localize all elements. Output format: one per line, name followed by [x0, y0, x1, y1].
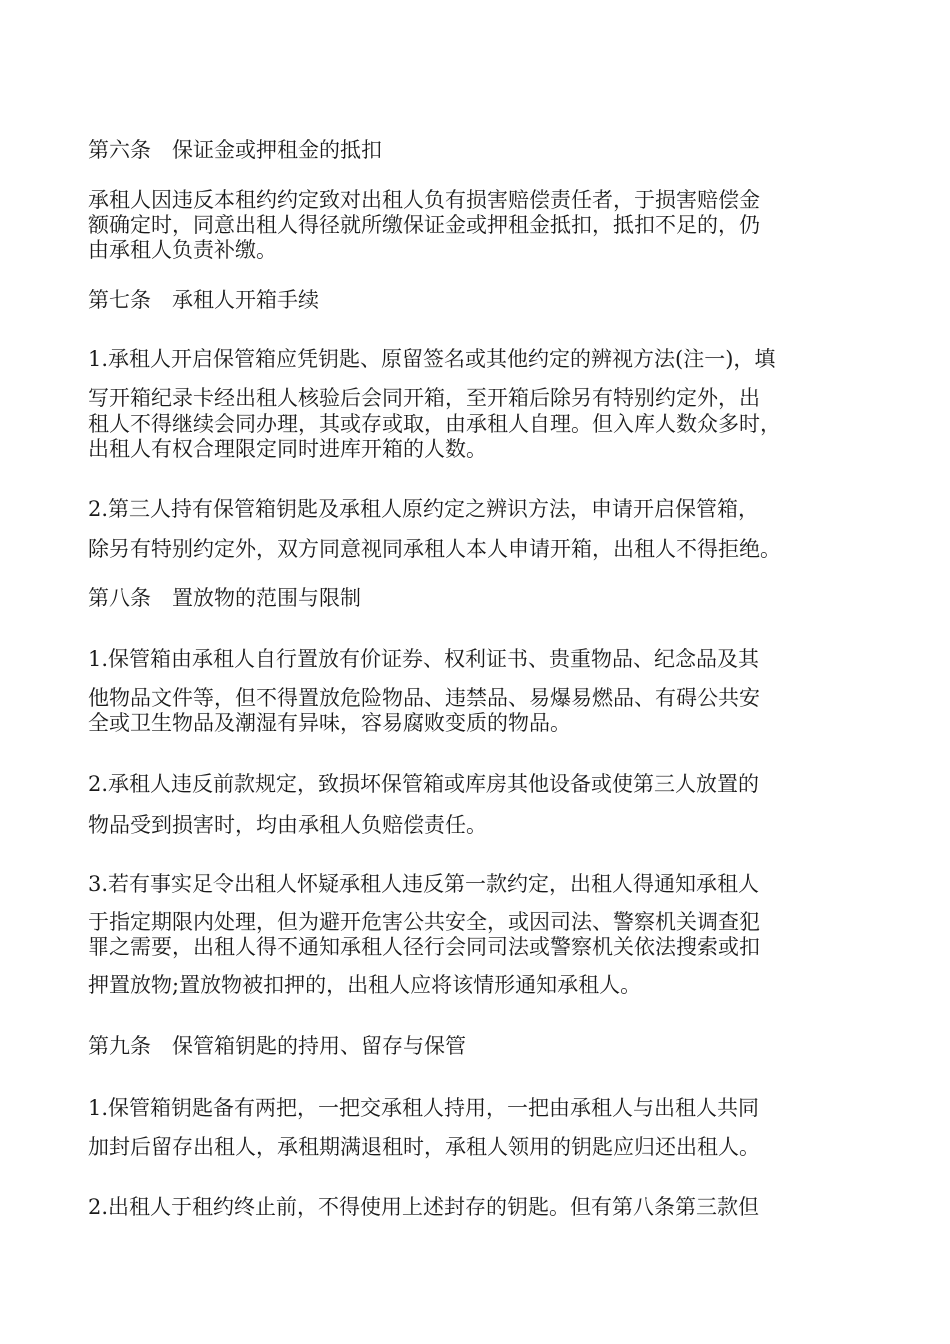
article-8-clause-1-line: 1.保管箱由承租人自行置放有价证券、权利证书、贵重物品、纪念品及其	[88, 647, 760, 671]
article-6-body-line: 由承租人负责补缴。	[88, 238, 277, 262]
article-7-clause-1-line: 写开箱纪录卡经出租人核验后会同开箱，至开箱后除另有特别约定外，出	[88, 386, 760, 410]
article-8-clause-3-line: 罪之需要，出租人得不通知承租人径行会同司法或警察机关依法搜索或扣	[88, 935, 760, 959]
article-8-clause-3-line: 3.若有事实足令出租人怀疑承租人违反第一款约定，出租人得通知承租人	[88, 872, 760, 896]
article-9-heading: 第九条 保管箱钥匙的持用、留存与保管	[88, 1034, 466, 1058]
article-9-clause-1-line: 加封后留存出租人，承租期满退租时，承租人领用的钥匙应归还出租人。	[88, 1135, 760, 1159]
article-7-heading: 第七条 承租人开箱手续	[88, 288, 319, 312]
article-8-clause-2-line: 2.承租人违反前款规定，致损坏保管箱或库房其他设备或使第三人放置的	[88, 772, 760, 796]
article-7-clause-1-line: 租人不得继续会同办理，其或存或取，由承租人自理。但入库人数众多时，	[88, 412, 781, 436]
article-6-body-line: 额确定时，同意出租人得径就所缴保证金或押租金抵扣，抵扣不足的，仍	[88, 213, 760, 237]
article-7-clause-1-line: 1.承租人开启保管箱应凭钥匙、原留签名或其他约定的辨视方法(注一)，填	[88, 347, 776, 371]
article-6-body-line: 承租人因违反本租约约定致对出租人负有损害赔偿责任者，于损害赔偿金	[88, 188, 760, 212]
article-8-clause-1-line: 全或卫生物品及潮湿有异味，容易腐败变质的物品。	[88, 711, 571, 735]
article-9-clause-1-line: 1.保管箱钥匙备有两把，一把交承租人持用，一把由承租人与出租人共同	[88, 1096, 760, 1120]
article-8-clause-3-line: 押置放物;置放物被扣押的，出租人应将该情形通知承租人。	[88, 973, 642, 997]
article-7-clause-2-line: 除另有特别约定外，双方同意视同承租人本人申请开箱，出租人不得拒绝。	[88, 537, 781, 561]
article-8-clause-1-line: 他物品文件等，但不得置放危险物品、违禁品、易爆易燃品、有碍公共安	[88, 686, 760, 710]
article-6-heading: 第六条 保证金或押租金的抵扣	[88, 138, 382, 162]
article-9-clause-2-line: 2.出租人于租约终止前，不得使用上述封存的钥匙。但有第八条第三款但	[88, 1195, 760, 1219]
article-7-clause-1-line: 出租人有权合理限定同时进库开箱的人数。	[88, 437, 487, 461]
article-8-clause-2-line: 物品受到损害时，均由承租人负赔偿责任。	[88, 813, 487, 837]
article-7-clause-2-line: 2.第三人持有保管箱钥匙及承租人原约定之辨识方法，申请开启保管箱，	[88, 497, 760, 521]
article-8-clause-3-line: 于指定期限内处理，但为避开危害公共安全，或因司法、警察机关调查犯	[88, 910, 760, 934]
article-8-heading: 第八条 置放物的范围与限制	[88, 586, 361, 610]
